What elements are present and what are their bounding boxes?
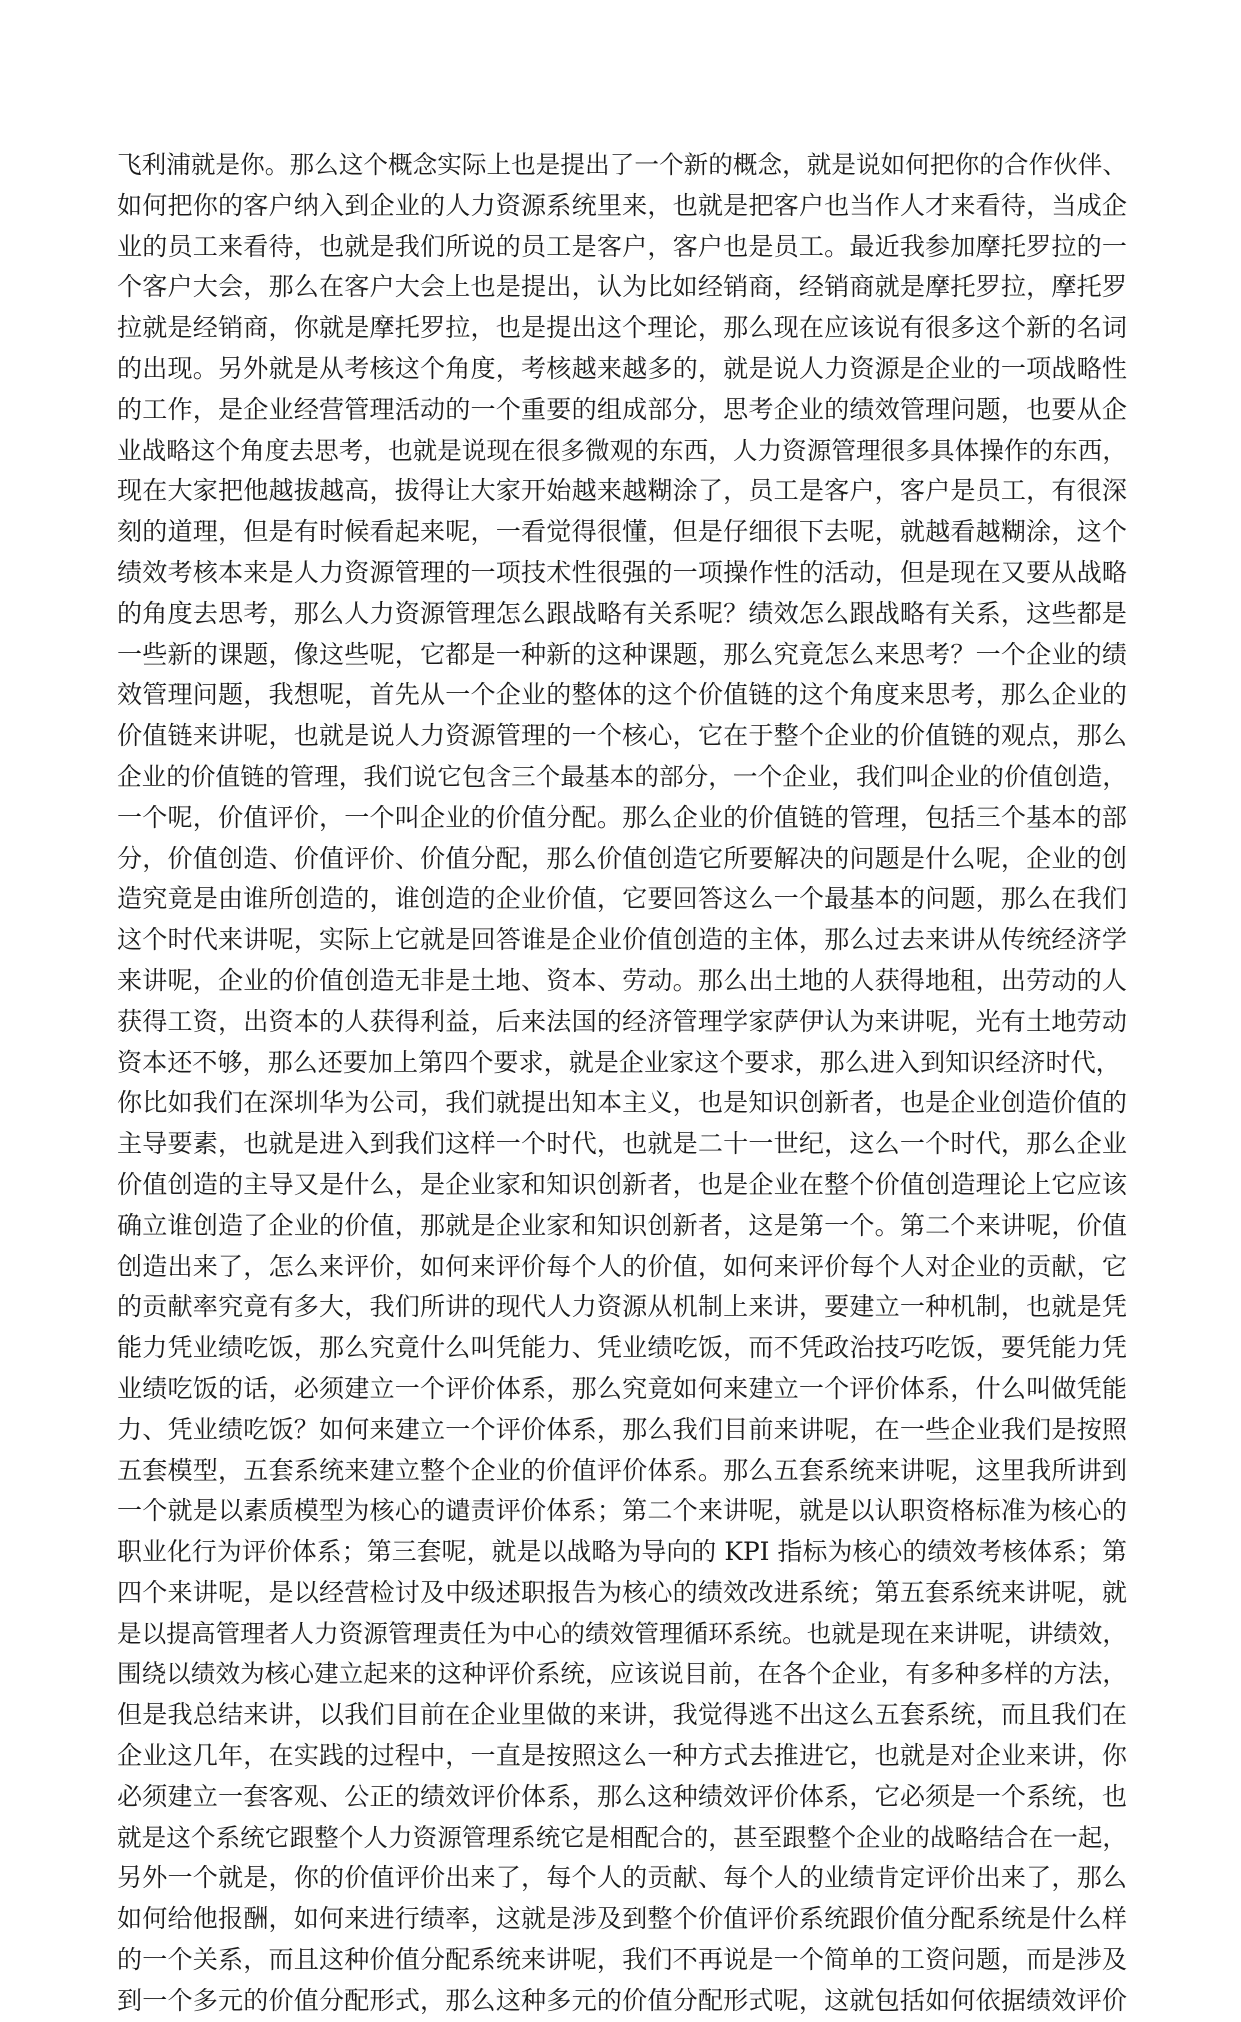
text-line: 创造出来了，怎么来评价，如何来评价每个人的价值，如何来评价每个人对企业的贡献，它: [117, 1251, 1127, 1281]
text-line: 获得工资，出资本的人获得利益，后来法国的经济管理学家萨伊认为来讲呢，光有土地劳动: [117, 1006, 1127, 1036]
text-line: 飞利浦就是你。那么这个概念实际上也是提出了一个新的概念，就是说如何把你的合作伙伴、: [117, 150, 1127, 179]
text-line: 价值创造的主导又是什么，是企业家和知识创新者，也是企业在整个价值创造理论上它应该: [117, 1169, 1127, 1199]
text-line: 如何把你的客户纳入到企业的人力资源系统里来，也就是把客户也当作人才来看待，当成企: [117, 190, 1127, 220]
text-line: 必须建立一套客观、公正的绩效评价体系，那么这种绩效评价体系，它必须是一个系统，也: [117, 1781, 1127, 1811]
text-line: 一个就是以素质模型为核心的谴责评价体系；第二个来讲呢，就是以认职资格标准为核心的: [117, 1496, 1127, 1526]
text-line: 职业化行为评价体系；第三套呢，就是以战略为导向的 KPI 指标为核心的绩效考核体系；第: [117, 1537, 1127, 1567]
text-line: 价值链来讲呢，也就是说人力资源管理的一个核心，它在于整个企业的价值链的观点，那么: [117, 721, 1127, 751]
text-line: 四个来讲呢，是以经营检讨及中级述职报告为核心的绩效改进系统；第五套系统来讲呢，就: [117, 1577, 1127, 1607]
text-line: 一些新的课题，像这些呢，它都是一种新的这种课题，那么究竟怎么来思考？一个企业的绩: [117, 639, 1127, 669]
text-line: 确立谁创造了企业的价值，那就是企业家和知识创新者，这是第一个。第二个来讲呢，价值: [117, 1210, 1127, 1240]
text-line: 但是我总结来讲，以我们目前在企业里做的来讲，我觉得逃不出这么五套系统，而且我们在: [117, 1700, 1127, 1730]
text-line: 来讲呢，企业的价值创造无非是土地、资本、劳动。那么出土地的人获得地租，出劳动的人: [117, 965, 1127, 995]
text-line: 主导要素，也就是进入到我们这样一个时代，也就是二十一世纪，这么一个时代，那么企业: [117, 1129, 1127, 1159]
text-line: 五套模型，五套系统来建立整个企业的价值评价体系。那么五套系统来讲呢，这里我所讲到: [117, 1455, 1127, 1485]
text-line: 效管理问题，我想呢，首先从一个企业的整体的这个价值链的这个角度来思考，那么企业的: [117, 680, 1127, 710]
text-line: 这个时代来讲呢，实际上它就是回答谁是企业价值创造的主体，那么过去来讲从传统经济学: [117, 925, 1127, 955]
text-line: 企业的价值链的管理，我们说它包含三个最基本的部分，一个企业，我们叫企业的价值创造，: [117, 761, 1127, 791]
text-line: 力、凭业绩吃饭？如何来建立一个评价体系，那么我们目前来讲呢，在一些企业我们是按照: [117, 1414, 1127, 1444]
text-line: 是以提高管理者人力资源管理责任为中心的绩效管理循环系统。也就是现在来讲呢，讲绩效，: [117, 1618, 1127, 1648]
text-line: 资本还不够，那么还要加上第四个要求，就是企业家这个要求，那么进入到知识经济时代，: [117, 1047, 1121, 1077]
text-line: 业的员工来看待，也就是我们所说的员工是客户，客户也是员工。最近我参加摩托罗拉的一: [117, 231, 1127, 261]
text-line: 围绕以绩效为核心建立起来的这种评价系统，应该说目前，在各个企业，有多种多样的方法，: [117, 1659, 1127, 1689]
text-line: 就是这个系统它跟整个人力资源管理系统它是相配合的，甚至跟整个企业的战略结合在一起，: [117, 1822, 1127, 1852]
text-line: 如何给他报酬，如何来进行绩率，这就是涉及到整个价值评价系统跟价值分配系统是什么样: [117, 1904, 1127, 1934]
text-line: 业战略这个角度去思考，也就是说现在很多微观的东西，人力资源管理很多具体操作的东西，: [117, 435, 1127, 465]
text-line: 造究竟是由谁所创造的，谁创造的企业价值，它要回答这么一个最基本的问题，那么在我们: [117, 884, 1127, 914]
text-line: 一个呢，价值评价，一个叫企业的价值分配。那么企业的价值链的管理，包括三个基本的部: [117, 802, 1127, 832]
text-line: 你比如我们在深圳华为公司，我们就提出知本主义，也是知识创新者，也是企业创造价值的: [117, 1088, 1127, 1118]
text-line: 的角度去思考，那么人力资源管理怎么跟战略有关系呢？绩效怎么跟战略有关系，这些都是: [117, 598, 1127, 628]
text-line: 刻的道理，但是有时候看起来呢，一看觉得很懂，但是仔细很下去呢，就越看越糊涂，这个: [117, 517, 1127, 547]
text-line: 的工作，是企业经营管理活动的一个重要的组成部分，思考企业的绩效管理问题，也要从企: [117, 394, 1127, 424]
text-line: 到一个多元的价值分配形式，那么这种多元的价值分配形式呢，这就包括如何依据绩效评价: [117, 1985, 1127, 2015]
text-line: 另外一个就是，你的价值评价出来了，每个人的贡献、每个人的业绩肯定评价出来了，那么: [117, 1863, 1127, 1893]
text-line: 的出现。另外就是从考核这个角度，考核越来越多的，就是说人力资源是企业的一项战略性: [117, 353, 1127, 383]
text-line: 个客户大会，那么在客户大会上也是提出，认为比如经销商，经销商就是摩托罗拉，摩托罗: [117, 272, 1127, 302]
text-line: 现在大家把他越拔越高，拔得让大家开始越来越糊涂了，员工是客户，客户是员工，有很深: [117, 476, 1127, 506]
text-line: 企业这几年，在实践的过程中，一直是按照这么一种方式去推进它，也就是对企业来讲，你: [117, 1741, 1127, 1771]
text-line: 的一个关系，而且这种价值分配系统来讲呢，我们不再说是一个简单的工资问题，而是涉及: [117, 1945, 1127, 1975]
document-page: [117, 145, 1127, 2022]
text-line: 的贡献率究竟有多大，我们所讲的现代人力资源从机制上来讲，要建立一种机制，也就是凭: [117, 1292, 1127, 1322]
text-line: 能力凭业绩吃饭，那么究竟什么叫凭能力、凭业绩吃饭，而不凭政治技巧吃饭，要凭能力凭: [117, 1333, 1127, 1363]
text-line: 拉就是经销商，你就是摩托罗拉，也是提出这个理论，那么现在应该说有很多这个新的名词: [117, 313, 1127, 343]
text-line: 业绩吃饭的话，必须建立一个评价体系，那么究竟如何来建立一个评价体系，什么叫做凭能: [117, 1373, 1127, 1403]
text-line: 分，价值创造、价值评价、价值分配，那么价值创造它所要解决的问题是什么呢，企业的创: [117, 843, 1127, 873]
text-line: 绩效考核本来是人力资源管理的一项技术性很强的一项操作性的活动，但是现在又要从战略: [117, 557, 1127, 587]
